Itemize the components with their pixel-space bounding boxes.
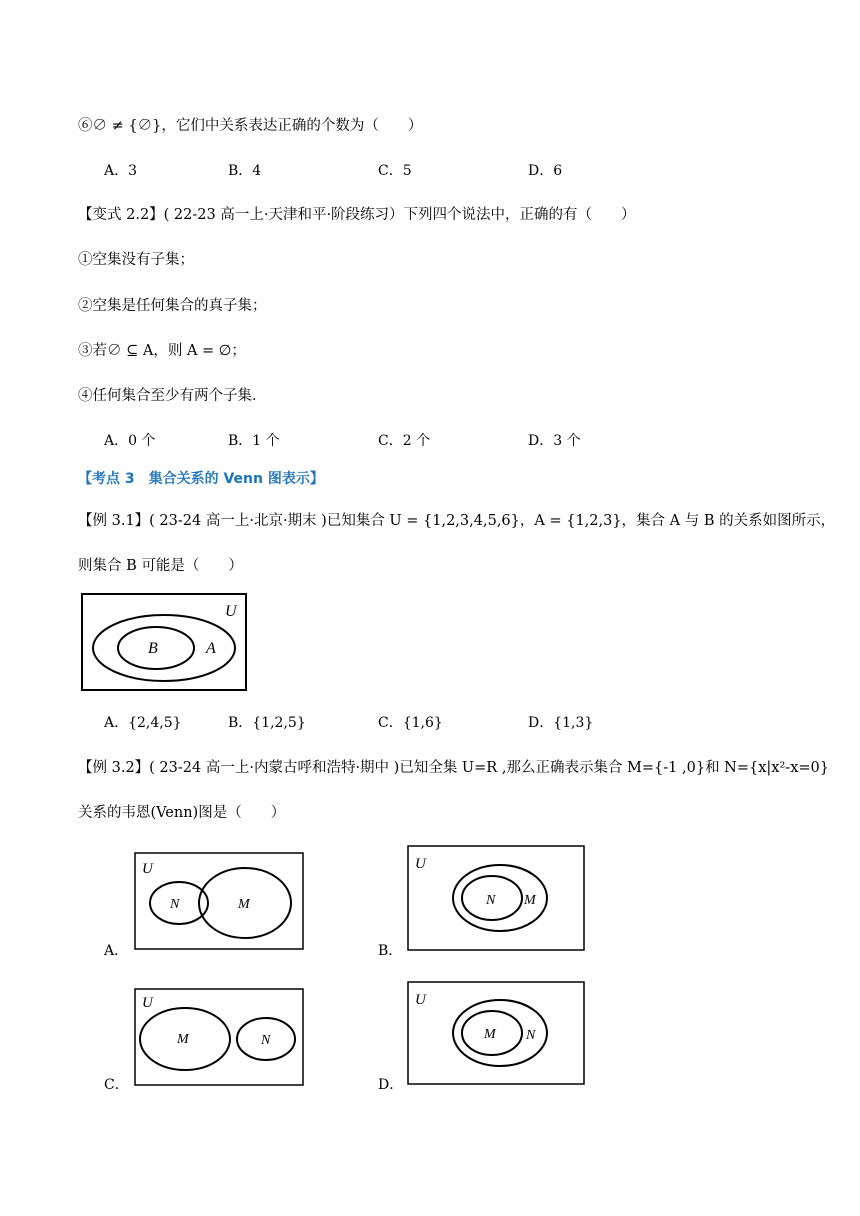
label-B: B [148, 640, 158, 657]
label-U: U [142, 995, 153, 1011]
option-c: C．2 个 [378, 433, 431, 449]
venn-figure-example-3-1 [80, 592, 250, 694]
label-M: M [524, 893, 536, 908]
label-M: M [238, 897, 250, 912]
label-U: U [142, 861, 153, 877]
venn-choice-b [406, 844, 588, 954]
option-d: D．3 个 [528, 433, 581, 449]
venn-choice-c [133, 987, 307, 1089]
option-a: A．3 [104, 163, 138, 179]
example-3-2-line-1: 【例 3.2】( 23-24 高一上·内蒙古呼和浩特·期中 )已知全集 U=R ,那么正确表示集合 M={-1 ,0}和 N={x|x²-x=0} [78, 760, 829, 776]
option-d: D．6 [528, 163, 563, 179]
option-b: B．4 [228, 163, 262, 179]
label-N: N [261, 1033, 271, 1048]
option-b: B．1 个 [228, 433, 280, 449]
label-M: M [177, 1032, 189, 1047]
label-M: M [484, 1027, 496, 1042]
statement-2: ②空集是任何集合的真子集； [78, 298, 267, 314]
example-3-1-line-1: 【例 3.1】( 23-24 高一上·北京·期末 )已知集合 U = {1,2,3,4,5,6}，A = {1,2,3}，集合 A 与 B 的关系如图所示， [78, 513, 836, 529]
choice-b-letter: B． [378, 943, 403, 959]
label-N: N [526, 1028, 536, 1043]
option-a: A．{2,4,5} [104, 715, 182, 731]
choice-d-letter: D． [378, 1077, 404, 1093]
label-N: N [486, 893, 496, 908]
label-U: U [415, 992, 426, 1008]
example-3-2-line-2: 关系的韦恩(Venn)图是（ ） [78, 805, 286, 821]
variant-2-2-title: 【变式 2.2】( 22-23 高一上·天津和平·阶段练习）下列四个说法中，正确的有（ ） [78, 207, 636, 223]
label-A: A [206, 640, 216, 657]
question-6-line: ⑥∅ ≠ {∅}，它们中关系表达正确的个数为（ ） [78, 118, 423, 134]
section-heading-3: 【考点 3 集合关系的 Venn 图表示】 [78, 471, 324, 487]
example-3-1-line-2: 则集合 B 可能是（ ） [78, 558, 243, 574]
option-a: A．0 个 [104, 433, 156, 449]
statement-1: ①空集没有子集； [78, 252, 194, 268]
venn-choice-d [406, 980, 588, 1088]
label-N: N [170, 897, 180, 912]
option-c: C．{1,6} [378, 715, 443, 731]
label-U: U [415, 856, 426, 872]
label-U: U [225, 603, 237, 620]
choice-a-letter: A． [104, 943, 129, 959]
choice-c-letter: C． [104, 1077, 129, 1093]
venn-choice-a [133, 851, 307, 953]
option-b: B．{1,2,5} [228, 715, 306, 731]
option-c: C．5 [378, 163, 412, 179]
statement-4: ④任何集合至少有两个子集． [78, 388, 267, 404]
option-d: D．{1,3} [528, 715, 594, 731]
statement-3: ③若∅ ⊆ A，则 A = ∅； [78, 343, 246, 359]
